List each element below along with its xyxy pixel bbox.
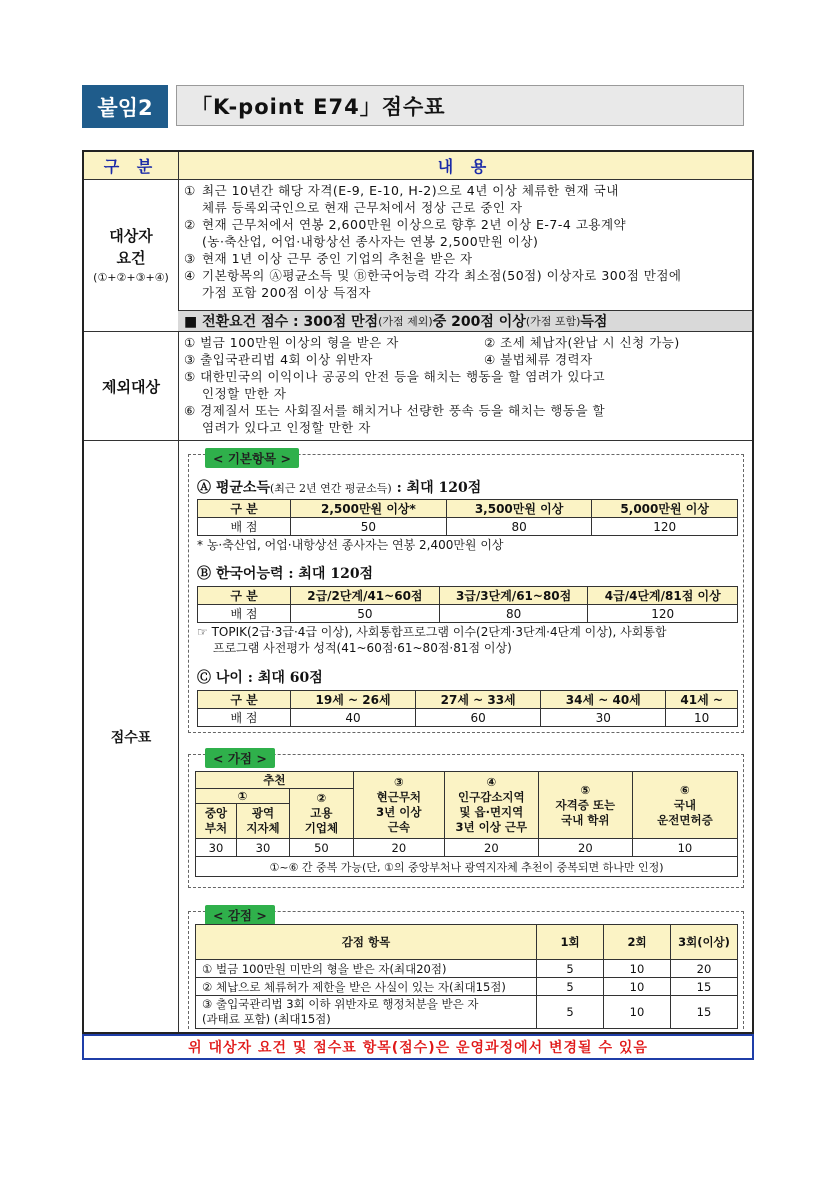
eligibility-item-2: ② 현재 근무처에서 연봉 2,600만원 이상으로 향후 2년 이상 E-7-4 고용계약 (184, 217, 627, 232)
korean-header-cell: 2급/2단계/41~60점 (291, 587, 440, 605)
deduction-header-cell: 2회 (604, 925, 671, 960)
income-value-cell: 80 (446, 518, 592, 536)
deduction-pill: < 감점 > (205, 905, 275, 925)
basic-items-box (188, 451, 744, 733)
bonus-box (188, 751, 744, 888)
korean-header-cell: 구 분 (198, 587, 291, 605)
footer-notice: 위 대상자 요건 및 점수표 항목(점수)은 운영과정에서 변경될 수 있음 (82, 1034, 754, 1060)
conversion-requirement: ■ 전환요건 점수 : 300점 만점 (가점 제외) 중 200점 이상 (가점 포함) 득점 (178, 310, 752, 331)
korean-header-cell: 4급/4단계/81점 이상 (588, 587, 738, 605)
header-category: 구 분 (84, 152, 179, 179)
deduction-value-cell: 5 (537, 978, 604, 996)
page-title: 「K-point E74」점수표 (176, 85, 744, 126)
deduction-value-cell: 10 (604, 996, 671, 1029)
exclusion-item-5-cont: 인정할 만한 자 (202, 386, 287, 401)
eligibility-item-3: ③ 현재 1년 이상 근무 중인 기업의 추천을 받은 자 (184, 251, 473, 266)
income-value-cell: 50 (291, 518, 447, 536)
income-header-cell: 3,500만원 이상 (446, 500, 592, 518)
korean-value-cell: 120 (588, 605, 738, 623)
age-value-cell: 10 (666, 709, 738, 727)
deduction-value-cell: 10 (604, 960, 671, 978)
eligibility-label-3: (①+②+③+④) (93, 270, 169, 284)
table-header-row (84, 152, 752, 180)
bonus-c5-header: ⑤ 자격증 또는 국내 학위 (538, 772, 632, 839)
eligibility-item-1-cont: 체류 등록외국인으로 현재 근무처에서 정상 근로 중인 자 (202, 200, 523, 215)
exclusion-items-3-4: ③ 출입국관리법 4회 이상 위반자 ④ 불법체류 경력자 (184, 352, 593, 367)
income-note: * 농·축산업, 어업·내항상선 종사자는 연봉 2,400만원 이상 (197, 538, 504, 552)
korean-title: Ⓑ 한국어능력 : 최대 120점 (197, 566, 374, 582)
exclusion-item-6: ⑥ 경제질서 또는 사회질서를 해치거나 선량한 풍속 등을 해치는 행동을 할 (184, 403, 606, 418)
bonus-value-cell: 20 (538, 839, 632, 857)
eligibility-item-4: ④ 기본항목의 Ⓐ평균소득 및 Ⓑ한국어능력 각각 최소점(50점) 이상자로 300점 만점에 (184, 268, 682, 283)
age-header-cell: 구 분 (198, 691, 291, 709)
age-value-cell: 30 (541, 709, 666, 727)
income-value-cell: 배 점 (198, 518, 291, 536)
bonus-recommend-header: 추천 (196, 772, 354, 789)
deduction-item: ① 벌금 100만원 미만의 형을 받은 자(최대20점) (196, 960, 537, 978)
age-header-cell: 34세 ~ 40세 (541, 691, 666, 709)
age-value-cell: 60 (416, 709, 541, 727)
exclusion-items-1-2: ① 벌금 100만원 이상의 형을 받은 자 ② 조세 체납자(완납 시 신청 가능) (184, 335, 680, 350)
eligibility-item-1: ① 최근 10년간 해당 자격(E-9, E-10, H-2)으로 4년 이상 체류한 현재 국내 (184, 183, 619, 198)
score-content (178, 441, 752, 1032)
korean-value-cell: 50 (291, 605, 440, 623)
bonus-c3-header: ③ 현근무처 3년 이상 근속 (353, 772, 444, 839)
score-table (82, 150, 754, 1034)
korean-value-cell: 80 (439, 605, 588, 623)
age-header-cell: 19세 ~ 26세 (291, 691, 416, 709)
exclusion-label: 제외대상 (84, 332, 179, 440)
income-header-cell: 2,500만원 이상* (291, 500, 447, 518)
deduction-value-cell: 15 (671, 978, 738, 996)
bonus-value-cell: 20 (444, 839, 538, 857)
bonus-rec2-header: ② 고용 기업체 (290, 789, 354, 839)
income-value-cell: 120 (592, 518, 738, 536)
eligibility-label (84, 180, 179, 331)
eligibility-item-2-cont: (농·축산업, 어업·내항상선 종사자는 연봉 2,500만원 이상) (202, 234, 539, 249)
bonus-rec1-header: ① (196, 789, 290, 804)
deduction-item: ③ 출입국관리법 3회 이하 위반자로 행정처분을 받은 자 (과태료 포함) (최대15점) (196, 996, 537, 1029)
deduction-header-cell: 감점 항목 (196, 925, 537, 960)
bonus-pill: < 가점 > (205, 748, 275, 768)
bonus-value-cell: 50 (290, 839, 354, 857)
deduction-value-cell: 5 (537, 996, 604, 1029)
exclusion-row (84, 332, 752, 441)
bonus-c6-header: ⑥ 국내 운전면허증 (632, 772, 737, 839)
attachment-tag: 붙임2 (82, 85, 168, 128)
exclusion-item-5: ⑤ 대한민국의 이익이나 공공의 안전 등을 해치는 행동을 할 염려가 있다고 (184, 369, 606, 384)
header-content: 내 용 (437, 157, 493, 176)
bonus-note: ①~⑥ 간 중복 가능(단, ①의 중앙부처나 광역지자체 추천이 중복되면 하나만 인정) (196, 857, 738, 877)
age-header-cell: 41세 ~ (666, 691, 738, 709)
deduction-header-cell: 3회(이상) (671, 925, 738, 960)
bonus-table (195, 771, 738, 877)
bonus-metro-header: 광역 지자체 (237, 804, 290, 839)
score-label: 점수표 (84, 441, 179, 1032)
bonus-value-cell: 30 (196, 839, 237, 857)
bonus-value-cell: 10 (632, 839, 737, 857)
eligibility-item-4-cont: 가점 포함 200점 이상 득점자 (202, 285, 372, 300)
korean-value-cell: 배 점 (198, 605, 291, 623)
income-title: Ⓐ 평균소득(최근 2년 연간 평균소득) : 최대 120점 (197, 480, 482, 496)
income-table (197, 499, 738, 536)
korean-table (197, 586, 738, 623)
korean-note-2: 프로그램 사전평가 성적(41~60점·61~80점·81점 이상) (213, 641, 512, 655)
age-header-cell: 27세 ~ 33세 (416, 691, 541, 709)
eligibility-label-2: 요건 (116, 248, 146, 267)
bonus-value-cell: 30 (237, 839, 290, 857)
korean-note-1: ☞ TOPIK(2급·3급·4급 이상), 사회통합프로그램 이수(2단계·3단계·4단계 이상), 사회통합 (197, 625, 667, 639)
deduction-table (195, 924, 738, 1029)
deduction-value-cell: 10 (604, 978, 671, 996)
eligibility-row (84, 180, 752, 332)
bonus-c4-header: ④ 인구감소지역 및 읍·면지역 3년 이상 근무 (444, 772, 538, 839)
age-title: Ⓒ 나이 : 최대 60점 (197, 670, 323, 686)
deduction-value-cell: 20 (671, 960, 738, 978)
age-value-cell: 배 점 (198, 709, 291, 727)
income-header-cell: 구 분 (198, 500, 291, 518)
eligibility-label-1: 대상자 (109, 226, 153, 245)
exclusion-item-6-cont: 염려가 있다고 인정할 만한 자 (202, 420, 371, 435)
korean-header-cell: 3급/3단계/61~80점 (439, 587, 588, 605)
deduction-value-cell: 5 (537, 960, 604, 978)
deduction-header-cell: 1회 (537, 925, 604, 960)
bonus-central-header: 중앙 부처 (196, 804, 237, 839)
basic-items-pill: < 기본항목 > (205, 448, 299, 468)
deduction-box (188, 908, 744, 1029)
bonus-value-cell: 20 (353, 839, 444, 857)
score-row (84, 441, 752, 1032)
income-header-cell: 5,000만원 이상 (592, 500, 738, 518)
age-table (197, 690, 738, 727)
deduction-value-cell: 15 (671, 996, 738, 1029)
deduction-item: ② 체납으로 체류허가 제한을 받은 사실이 있는 자(최대15점) (196, 978, 537, 996)
age-value-cell: 40 (291, 709, 416, 727)
